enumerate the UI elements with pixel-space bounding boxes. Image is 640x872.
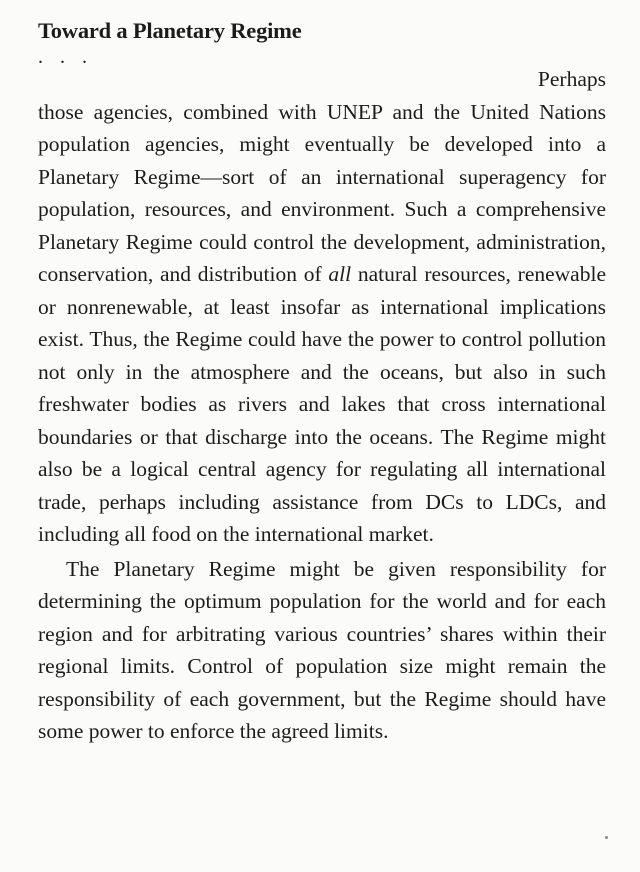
paragraph-1 bbox=[38, 63, 606, 551]
paragraph-1-body-continued: natural resources, renewable or nonrenewable, at least insofar as international implications exist. Thus, the Regime could have the power to control pollution not only in the atmosphere and the oceans, but also in such freshwater bodies as rivers and lakes that cross international boundaries or that discharge into the oceans. The Regime might also be a logical central agency for regulating all international trade, perhaps including assistance from DCs to LDCs, and including all food on the international market. bbox=[38, 262, 606, 546]
emphasis-all: all bbox=[328, 262, 352, 286]
section-heading: Toward a Planetary Regime bbox=[38, 18, 302, 43]
paragraph-1-body: those agencies, combined with UNEP and the United Nations population agencies, might eventually be developed into a Planetary Regime—sort of an international superagency for population, resources, and environment. Such a comprehensive Planetary Regime could control the development, administration, conservation, and distribution of bbox=[38, 99, 606, 286]
paragraph-2: The Planetary Regime might be given responsibility for determining the optimum population for the world and for each region and for arbitrating various countries’ shares within their regional limits. Control of population size might remain the responsibility of each government, but the Regime should have some power to enforce the agreed limits. bbox=[38, 556, 606, 743]
scan-speck bbox=[605, 836, 608, 839]
paragraph-1-lead: Perhaps bbox=[537, 67, 606, 91]
omission-ellipsis: . . . bbox=[38, 46, 93, 68]
